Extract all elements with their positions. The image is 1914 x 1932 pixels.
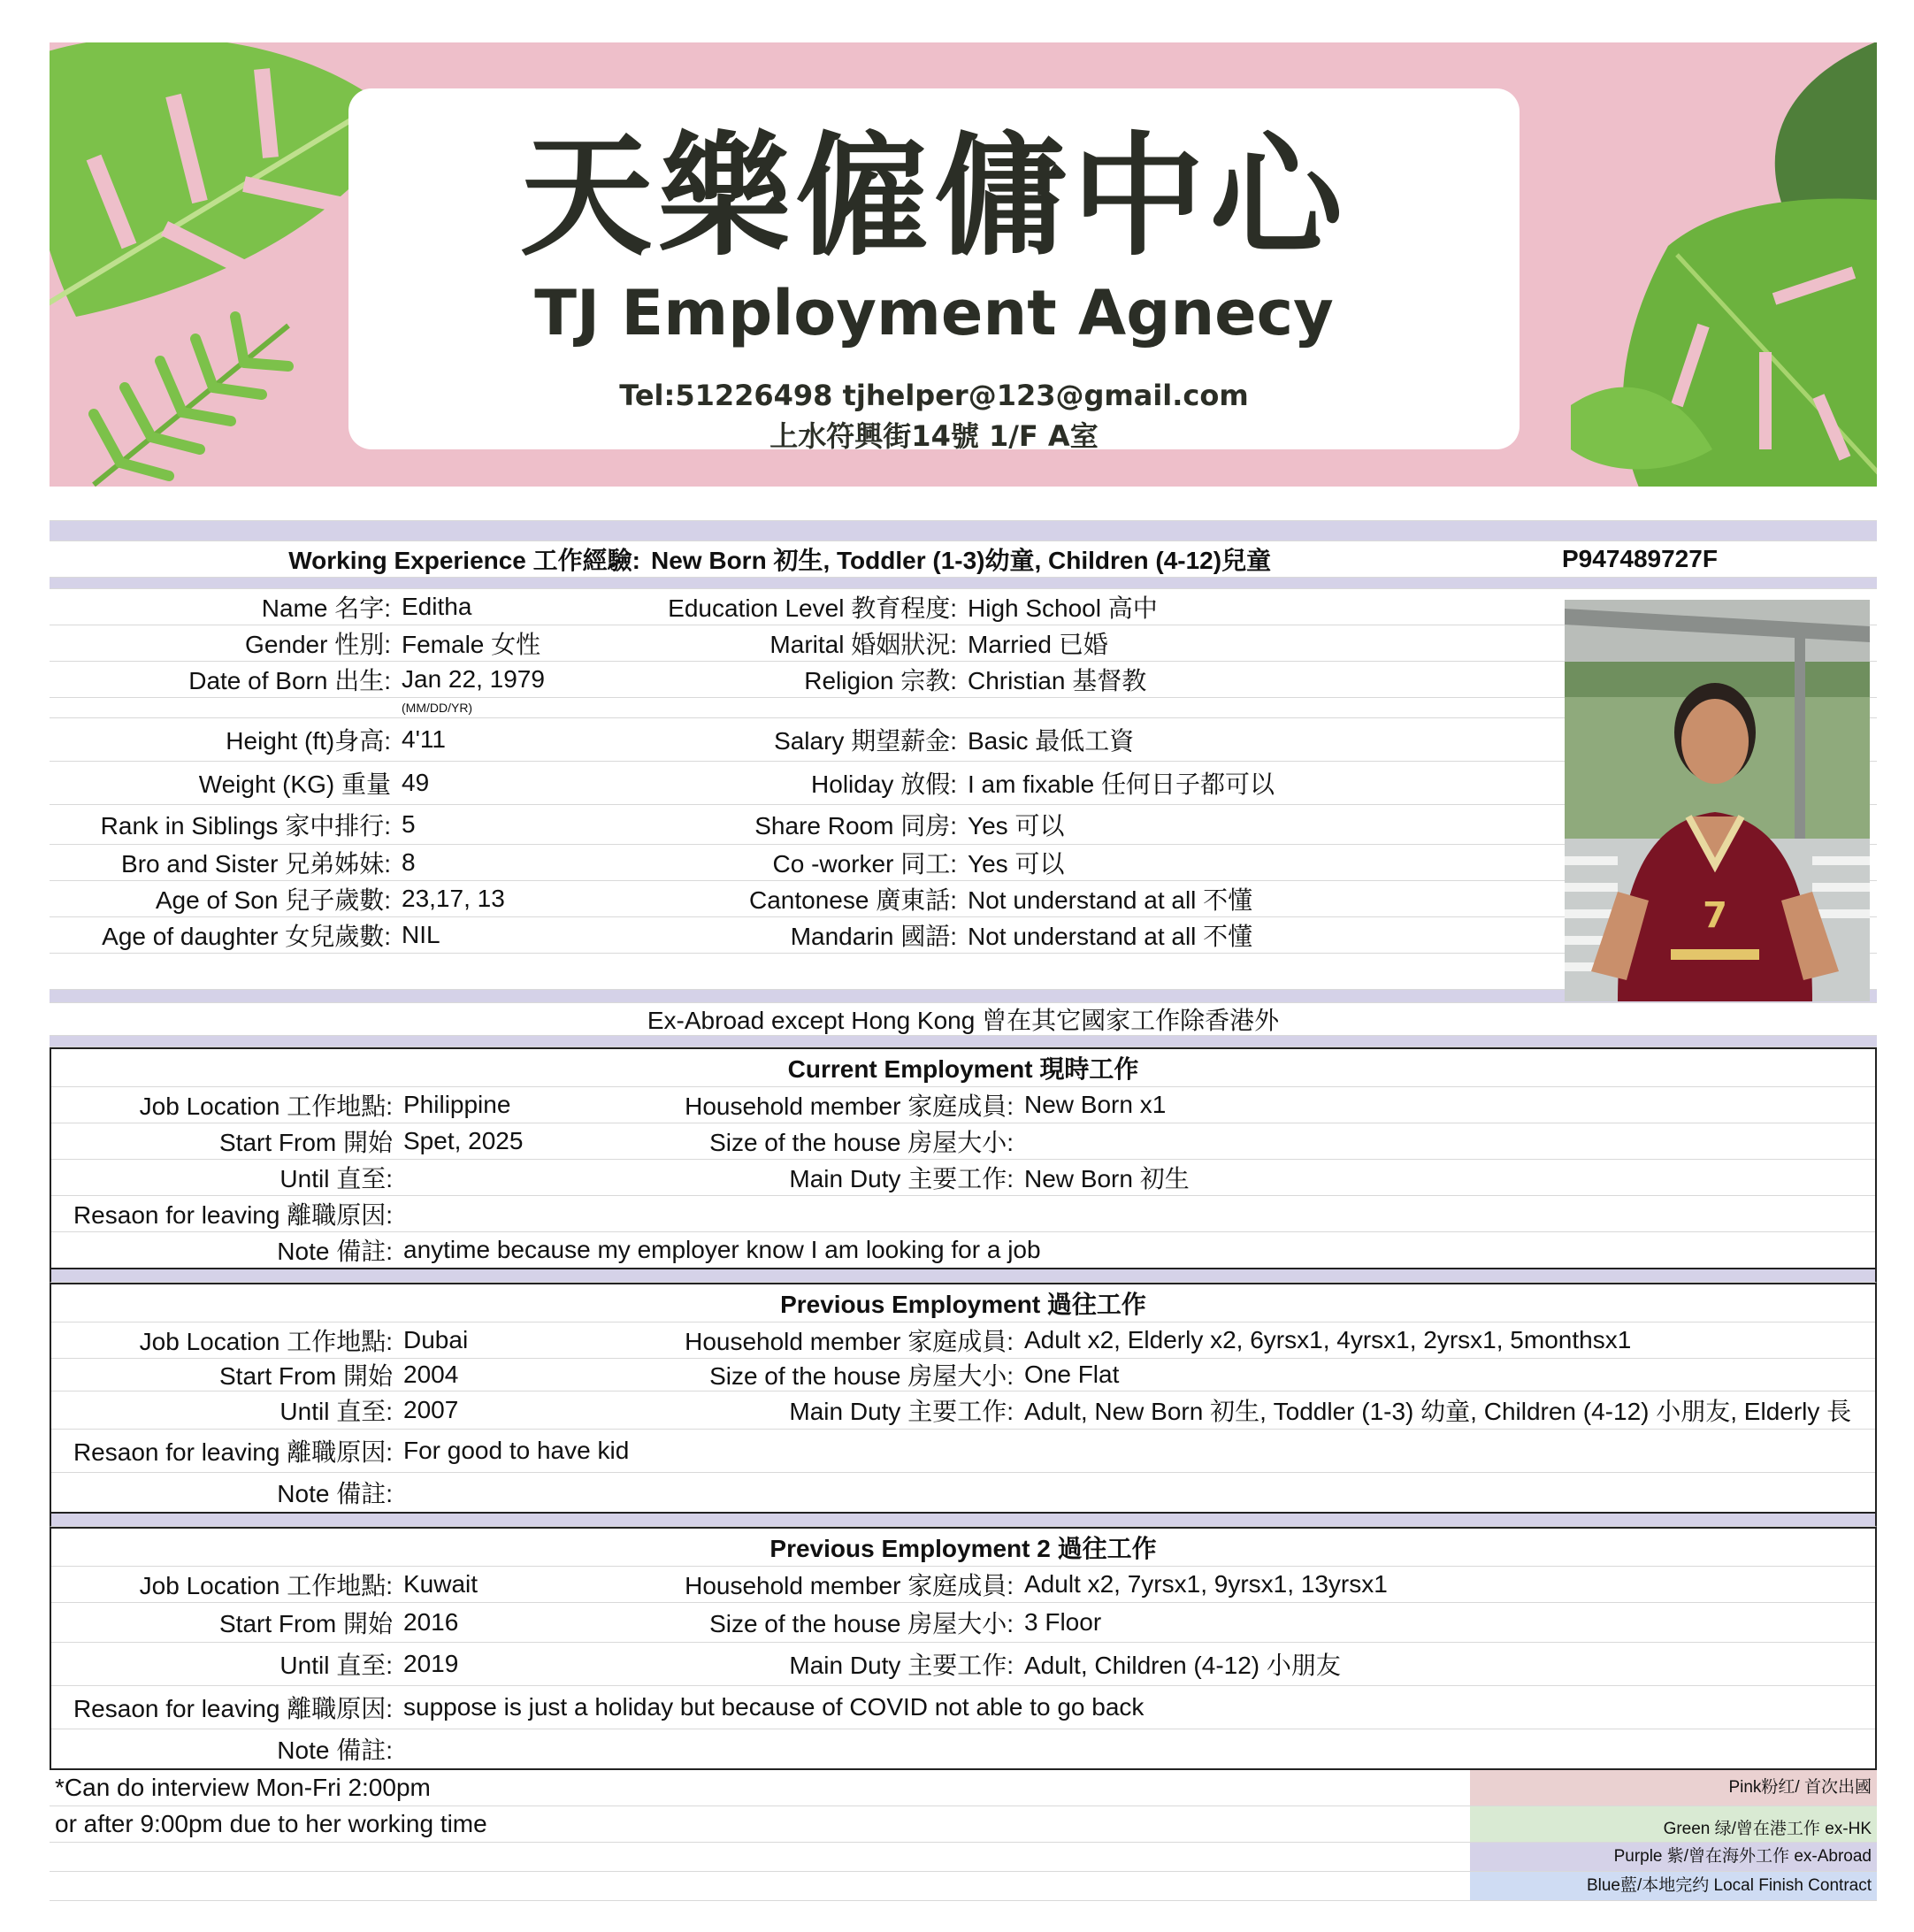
agency-title-card [348,88,1520,453]
cantonese-label: Cantonese 廣東話: [749,886,957,914]
employment-row [51,1729,1875,1768]
agency-contact: Tel:51226498 tjhelper@123@gmail.com [619,379,1249,412]
house-size-value: 3 Floor [1024,1608,1102,1636]
house-size-label: Size of the house 房屋大小: [709,1129,1014,1156]
legend-green: Green 绿/曾在港工作 ex-HK [1470,1806,1877,1842]
house-size-value: One Flat [1024,1361,1120,1388]
son-age-value: 23,17, 13 [402,885,505,912]
divider-row [50,1269,1877,1283]
svg-text:7: 7 [1703,895,1727,936]
section-title [51,1049,1875,1087]
education-value: High School 高中 [968,594,1158,622]
reason-label: Resaon for leaving 離職原因: [73,1201,393,1229]
holiday-label: Holiday 放假: [811,770,957,798]
reason-value: For good to have kid [403,1437,630,1464]
divider-row [50,1036,1877,1047]
employment-row [51,1196,1875,1232]
main-duty-value: New Born 初生 [1024,1165,1190,1192]
religion-value: Christian 基督教 [968,667,1147,694]
footer-row [50,1770,1877,1806]
weight-value: 49 [402,769,430,796]
mandarin-label: Mandarin 國語: [790,923,957,950]
marital-label: Marital 婚姻狀況: [769,631,957,658]
previous-employment-2-title: Previous Employment 2 過往工作 [769,1535,1157,1562]
note-label: Note 備註: [277,1480,393,1507]
main-duty-label: Main Duty 主要工作: [789,1165,1014,1192]
employment-row [51,1123,1875,1160]
profile-grid [50,501,1877,1901]
household-label: Household member 家庭成員: [685,1092,1014,1120]
marital-value: Married 已婚 [968,631,1108,658]
holiday-value: I am fixable 任何日子都可以 [968,770,1275,798]
siblings-label: Bro and Sister 兄弟姊妹: [121,850,391,878]
experience-row [50,541,1877,578]
household-label: Household member 家庭成員: [685,1572,1014,1599]
experience-label: Working Experience 工作經驗: [288,547,640,574]
ex-abroad-label: Ex-Abroad except Hong Kong 曾在其它國家工作除香港外 [647,1007,1280,1034]
start-from-label: Start From 開始 [218,1362,393,1390]
until-label: Until 直至: [279,1398,393,1425]
start-from-value: Spet, 2025 [403,1127,524,1154]
daughter-age-label: Age of daughter 女兒歲數: [102,923,391,950]
divider-row [50,578,1877,589]
legend-blue: Blue藍/本地完约 Local Finish Contract [1470,1872,1877,1900]
main-duty-label: Main Duty 主要工作: [789,1652,1014,1679]
start-from-value: 2016 [403,1608,459,1636]
until-value: 2019 [403,1650,459,1677]
main-duty-value: Adult, New Born 初生, Toddler (1-3) 幼童, Children (4-12) 小朋友, Elderly 長 [1024,1398,1852,1425]
daughter-age-value: NIL [402,921,440,948]
gender-value: Female 女性 [402,631,541,658]
footer-row [50,1806,1877,1843]
previous-employment-section [50,1283,1877,1514]
birth-label: Date of Born 出生: [188,667,391,694]
household-value: New Born x1 [1024,1091,1167,1118]
coworker-label: Co -worker 同工: [772,850,957,878]
profile-sheet [50,42,1877,1901]
current-employment-title: Current Employment 現時工作 [787,1055,1139,1083]
previous-employment-title: Previous Employment 過往工作 [780,1291,1146,1318]
share-room-value: Yes 可以 [968,812,1065,840]
sibling-rank-value: 5 [402,810,416,838]
sibling-rank-label: Rank in Siblings 家中排行: [100,812,391,840]
household-label: Household member 家庭成員: [685,1328,1014,1355]
agency-banner [50,42,1877,487]
job-location-label: Job Location 工作地點: [139,1328,393,1355]
main-duty-value: Adult, Children (4-12) 小朋友 [1024,1652,1341,1679]
footer-row [50,1872,1877,1901]
agency-name-english: TJ Employment Agnecy [534,277,1334,349]
employment-row [51,1359,1875,1392]
siblings-value: 8 [402,848,416,876]
employment-row [51,1603,1875,1643]
height-value: 4'11 [402,725,446,753]
religion-label: Religion 宗教: [804,667,957,694]
until-label: Until 直至: [279,1652,393,1679]
employment-row [51,1087,1875,1123]
section-title [51,1284,1875,1322]
ex-abroad-row [50,1003,1877,1036]
name-label: Name 名字: [261,594,391,622]
salary-label: Salary 期望薪金: [774,727,957,755]
salary-value: Basic 最低工資 [968,727,1135,755]
gender-label: Gender 性別: [245,631,391,658]
cantonese-value: Not understand at all 不懂 [968,886,1253,914]
coworker-value: Yes 可以 [968,850,1065,878]
employment-row [51,1430,1875,1473]
employment-row [51,1232,1875,1268]
agency-name-chinese: 天樂僱傭中心 [519,120,1348,274]
employment-row [51,1322,1875,1359]
reason-label: Resaon for leaving 離職原因: [73,1438,393,1466]
job-location-value: Dubai [403,1326,469,1353]
employment-row [51,1686,1875,1729]
job-location-value: Philippine [403,1091,511,1118]
note-label: Note 備註: [277,1736,393,1764]
main-duty-label: Main Duty 主要工作: [789,1398,1014,1425]
job-location-label: Job Location 工作地點: [139,1572,393,1599]
reason-value: suppose is just a holiday but because of COVID not able to go back [403,1693,1145,1721]
legend-purple: Purple 紫/曾在海外工作 ex-Abroad [1470,1843,1877,1871]
section-title [51,1529,1875,1567]
education-label: Education Level 教育程度: [668,594,957,622]
experience-value: New Born 初生, Toddler (1-3)幼童, Children (4-12)兒童 [651,547,1272,574]
house-size-label: Size of the house 房屋大小: [709,1362,1014,1390]
job-location-value: Kuwait [403,1570,478,1598]
weight-label: Weight (KG) 重量 [198,770,391,798]
until-value: 2007 [403,1396,459,1423]
until-label: Until 直至: [279,1165,393,1192]
household-value: Adult x2, 7yrsx1, 9yrsx1, 13yrsx1 [1024,1570,1388,1598]
birth-value: Jan 22, 1979 [402,665,545,693]
note-label: Note 備註: [277,1238,393,1265]
start-from-label: Start From 開始 [218,1129,393,1156]
candidate-photo [1565,600,1870,1001]
footer-row [50,1843,1877,1872]
reference-code: P947489727F [1562,545,1718,572]
share-room-label: Share Room 同房: [754,812,957,840]
note-value: anytime because my employer know I am looking for a job [403,1236,1041,1263]
divider-row [50,521,1877,541]
previous-employment-2-section [50,1527,1877,1770]
divider-row [50,1514,1877,1527]
employment-row [51,1567,1875,1603]
house-size-label: Size of the house 房屋大小: [709,1610,1014,1637]
height-label: Height (ft)身高: [226,727,391,755]
employment-row [51,1160,1875,1196]
current-employment-section [50,1047,1877,1269]
agency-address: 上水符興街14號 1/F A室 [769,419,1099,453]
reason-label: Resaon for leaving 離職原因: [73,1695,393,1722]
date-format-note: (MM/DD/YR) [402,701,473,715]
start-from-label: Start From 開始 [218,1610,393,1637]
mandarin-value: Not understand at all 不懂 [968,923,1253,950]
start-from-value: 2004 [403,1361,459,1388]
spacer-row [50,501,1877,521]
monstera-leaf-icon [1571,42,1877,487]
job-location-label: Job Location 工作地點: [139,1092,393,1120]
employment-row [51,1643,1875,1686]
household-value: Adult x2, Elderly x2, 6yrsx1, 4yrsx1, 2yrsx1, 5monthsx1 [1024,1326,1632,1353]
legend-pink: Pink粉红/ 首次出國 [1470,1770,1877,1806]
interview-note-line2: or after 9:00pm due to her working time [55,1810,487,1837]
employment-row [51,1392,1875,1430]
employment-row [51,1473,1875,1512]
name-value: Editha [402,593,472,620]
interview-note-line1: *Can do interview Mon-Fri 2:00pm [55,1774,431,1801]
son-age-label: Age of Son 兒子歲數: [155,886,391,914]
fern-leaf-icon [85,308,315,487]
